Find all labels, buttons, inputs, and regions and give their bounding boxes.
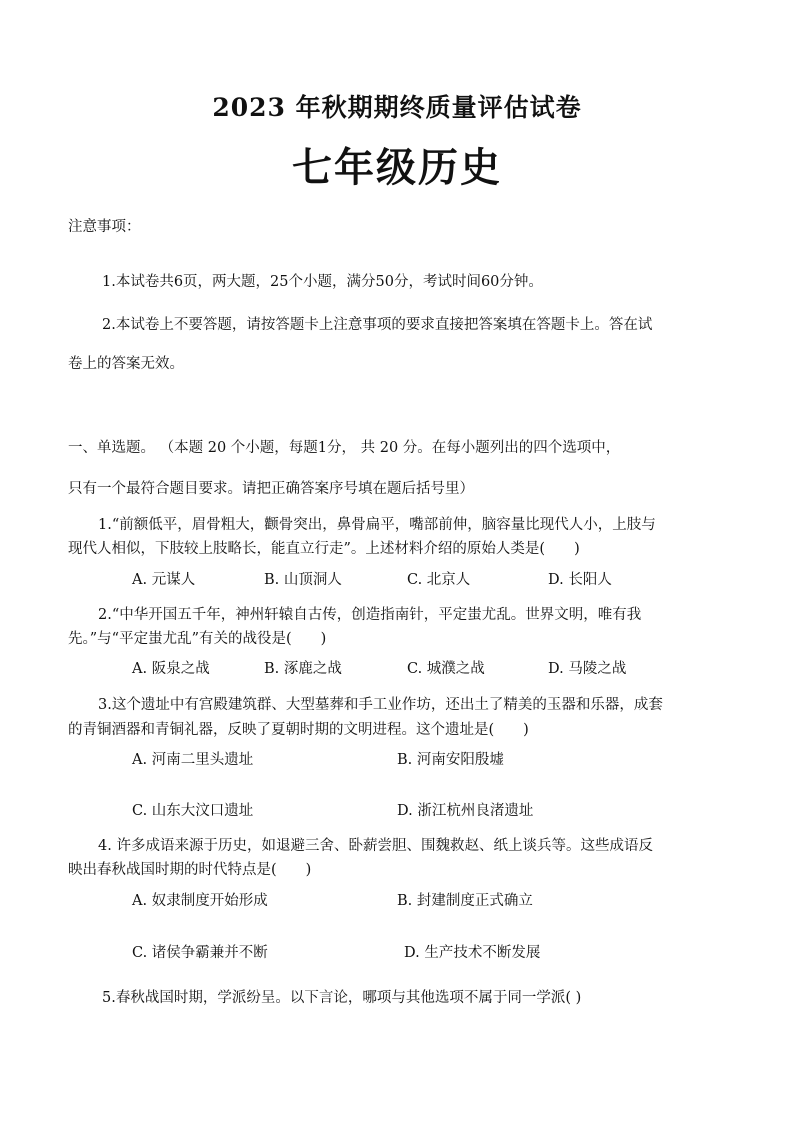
question-5-line-1: 5.春秋战国时期，学派纷呈。以下言论，哪项与其他选项不属于同一学派( ) [102, 990, 582, 1006]
section-heading-line-1: 一、单选题。 （本题 20 个小题，每题1分， 共 20 分。在每小题列出的四个选项中， [68, 440, 621, 456]
question-3-option-c[interactable]: C. 山东大汶口遗址 [132, 803, 254, 819]
question-4-option-c[interactable]: C. 诸侯争霸兼并不断 [132, 945, 268, 961]
question-4-line-2: 映出春秋战国时期的时代特点是( ) [68, 862, 312, 878]
subject-title: 七年级历史 [292, 144, 502, 191]
question-1-option-c[interactable]: C. 北京人 [407, 572, 471, 588]
question-4-option-a[interactable]: A. 奴隶制度开始形成 [132, 893, 268, 909]
question-1-line-1: 1.“前额低平，眉骨粗大，颧骨突出，鼻骨扁平，嘴部前伸，脑容量比现代人小，上肢与 [98, 517, 656, 533]
question-1-option-d[interactable]: D. 长阳人 [548, 572, 612, 588]
question-2-line-1: 2.“中华开国五千年，神州轩辕自古传，创造指南针，平定蚩尤乱。世界文明，唯有我 [98, 607, 642, 623]
notes-heading: 注意事项： [68, 219, 141, 235]
question-2-line-2: 先。”与“平定蚩尤乱”有关的战役是( ) [68, 631, 327, 647]
question-1-option-a[interactable]: A. 元谋人 [132, 572, 196, 588]
question-4-line-1: 4. 许多成语来源于历史，如退避三舍、卧薪尝胆、围魏救赵、纸上谈兵等。这些成语反 [98, 838, 653, 854]
question-2-option-b[interactable]: B. 涿鹿之战 [264, 661, 342, 677]
question-3-line-2: 的青铜酒器和青铜礼器，反映了夏朝时期的文明进程。这个遗址是( ) [68, 722, 529, 738]
note-2-line-2: 卷上的答案无效。 [68, 356, 184, 372]
note-2-line-1: 2.本试卷上不要答题，请按答题卡上注意事项的要求直接把答案填在答题卡上。答在试 [102, 317, 653, 333]
question-3-option-d[interactable]: D. 浙江杭州良渚遗址 [397, 803, 534, 819]
question-1-option-b[interactable]: B. 山顶洞人 [264, 572, 342, 588]
question-2-option-d[interactable]: D. 马陵之战 [548, 661, 627, 677]
note-1: 1.本试卷共6页，两大题，25个小题，满分50分，考试时间60分钟。 [102, 274, 543, 290]
question-4-option-d[interactable]: D. 生产技术不断发展 [404, 945, 541, 961]
question-3-option-b[interactable]: B. 河南安阳殷墟 [397, 752, 504, 768]
question-3-line-1: 3.这个遗址中有宫殿建筑群、大型墓葬和手工业作坊，还出土了精美的玉器和乐器，成套 [98, 697, 663, 713]
question-3-option-a[interactable]: A. 河南二里头遗址 [132, 752, 254, 768]
question-2-option-c[interactable]: C. 城濮之战 [407, 661, 485, 677]
section-heading-line-2: 只有一个最符合题目要求。请把正确答案序号填在题后括号里） [68, 481, 474, 497]
question-4-option-b[interactable]: B. 封建制度正式确立 [397, 893, 533, 909]
question-2-option-a[interactable]: A. 阪泉之战 [132, 661, 210, 677]
question-1-line-2: 现代人相似，下肢较上肢略长，能直立行走”。上述材料介绍的原始人类是( ) [68, 541, 580, 557]
exam-title: 2023 年秋期期终质量评估试卷 [212, 93, 582, 122]
